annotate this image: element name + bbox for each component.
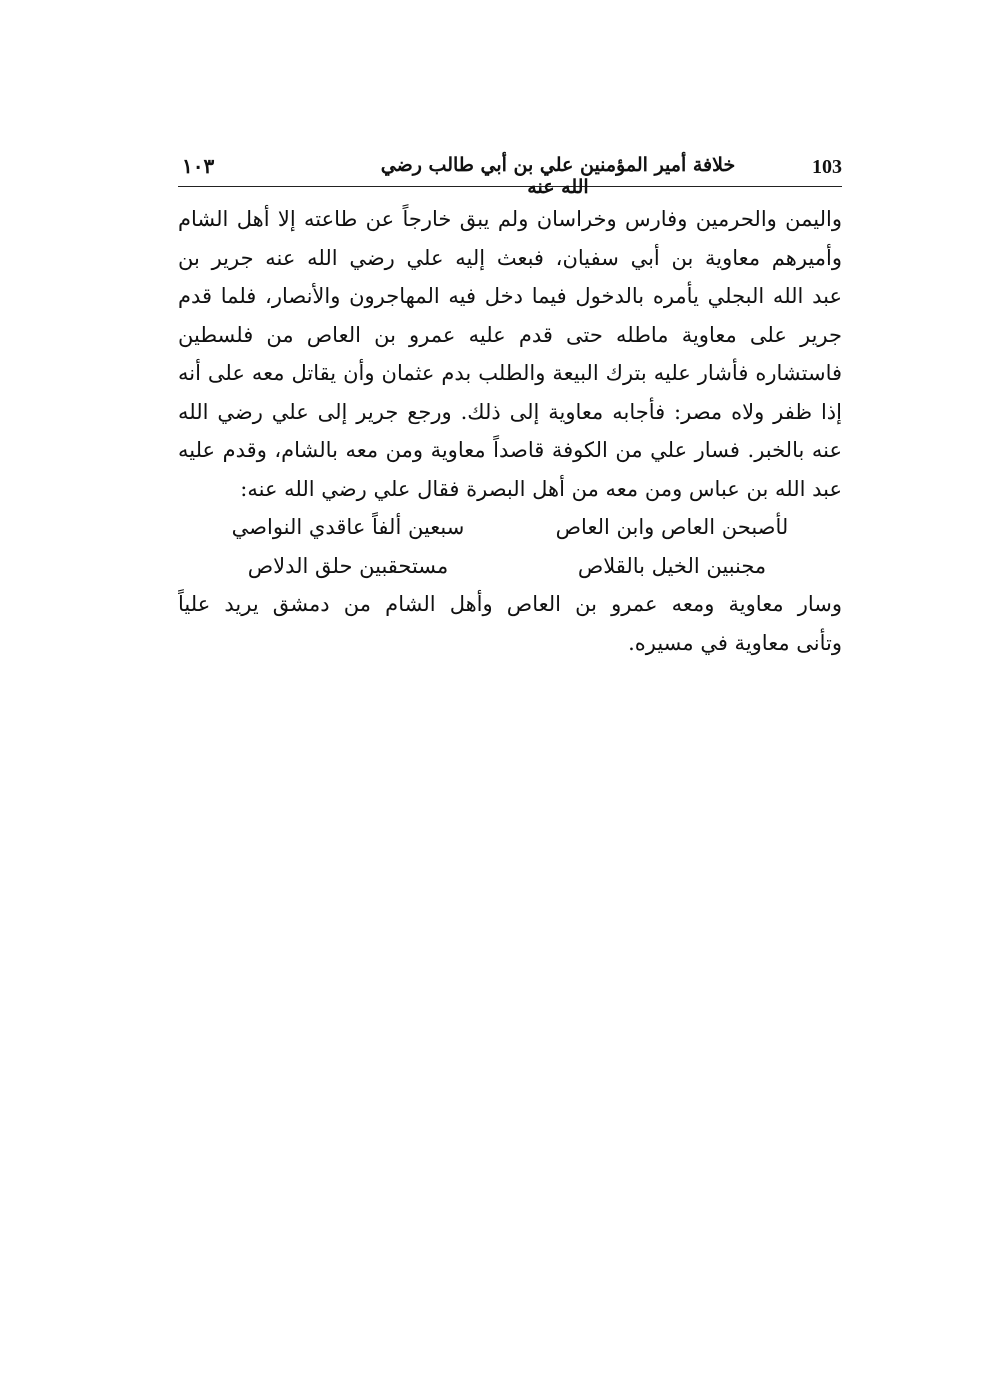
text-line: إذا ظفر ولاه مصر: فأجابه معاوية إلى ذلك. ورجع جرير إلى علي رضي الله — [178, 399, 842, 424]
text-line: عبد الله بن عباس ومن معه من أهل البصرة فقال علي رضي الله عنه: — [240, 476, 842, 501]
page-body — [178, 200, 842, 662]
verse-first-hemistich: لأصبحن العاص وابن العاص — [555, 515, 789, 539]
text-line: وتأنى معاوية في مسيره. — [628, 630, 842, 655]
poem-verse — [178, 508, 842, 547]
verse-first-hemistich: مجنبين الخيل بالقلاص — [577, 553, 767, 578]
page-number-arabic: ١٠٣ — [182, 154, 215, 178]
text-line: فاستشاره فأشار عليه بترك البيعة والطلب بدم عثمان وأن يقاتل معه على أنه — [178, 361, 842, 385]
text-line: عنه بالخبر. فسار علي من الكوفة قاصداً معاوية ومن معه بالشام، وقدم عليه — [178, 438, 842, 462]
poem-verse — [178, 547, 842, 586]
text-line: جرير على معاوية ماطله حتى قدم عليه عمرو بن العاص من فلسطين — [178, 322, 842, 347]
text-line: وسار معاوية ومعه عمرو بن العاص وأهل الشام من دمشق يريد علياً — [178, 592, 842, 616]
page-number-latin: 103 — [812, 156, 842, 178]
text-line: عبد الله البجلي يأمره بالدخول فيما دخل فيه المهاجرون والأنصار، فلما قدم — [178, 284, 842, 308]
running-title: خلافة أمير المؤمنين علي بن أبي طالب رضي الله عنه — [380, 154, 736, 198]
text-line: وأميرهم معاوية بن أبي سفيان، فبعث إليه علي رضي الله عنه جرير بن — [178, 245, 842, 270]
verse-second-hemistich: سبعين ألفاً عاقدي النواصي — [231, 515, 465, 539]
running-header — [178, 150, 842, 198]
text-line: واليمن والحرمين وفارس وخراسان ولم يبق خارجاً عن طاعته إلا أهل الشام — [178, 207, 842, 231]
verse-second-hemistich: مستحقبين حلق الدلاص — [247, 553, 449, 578]
